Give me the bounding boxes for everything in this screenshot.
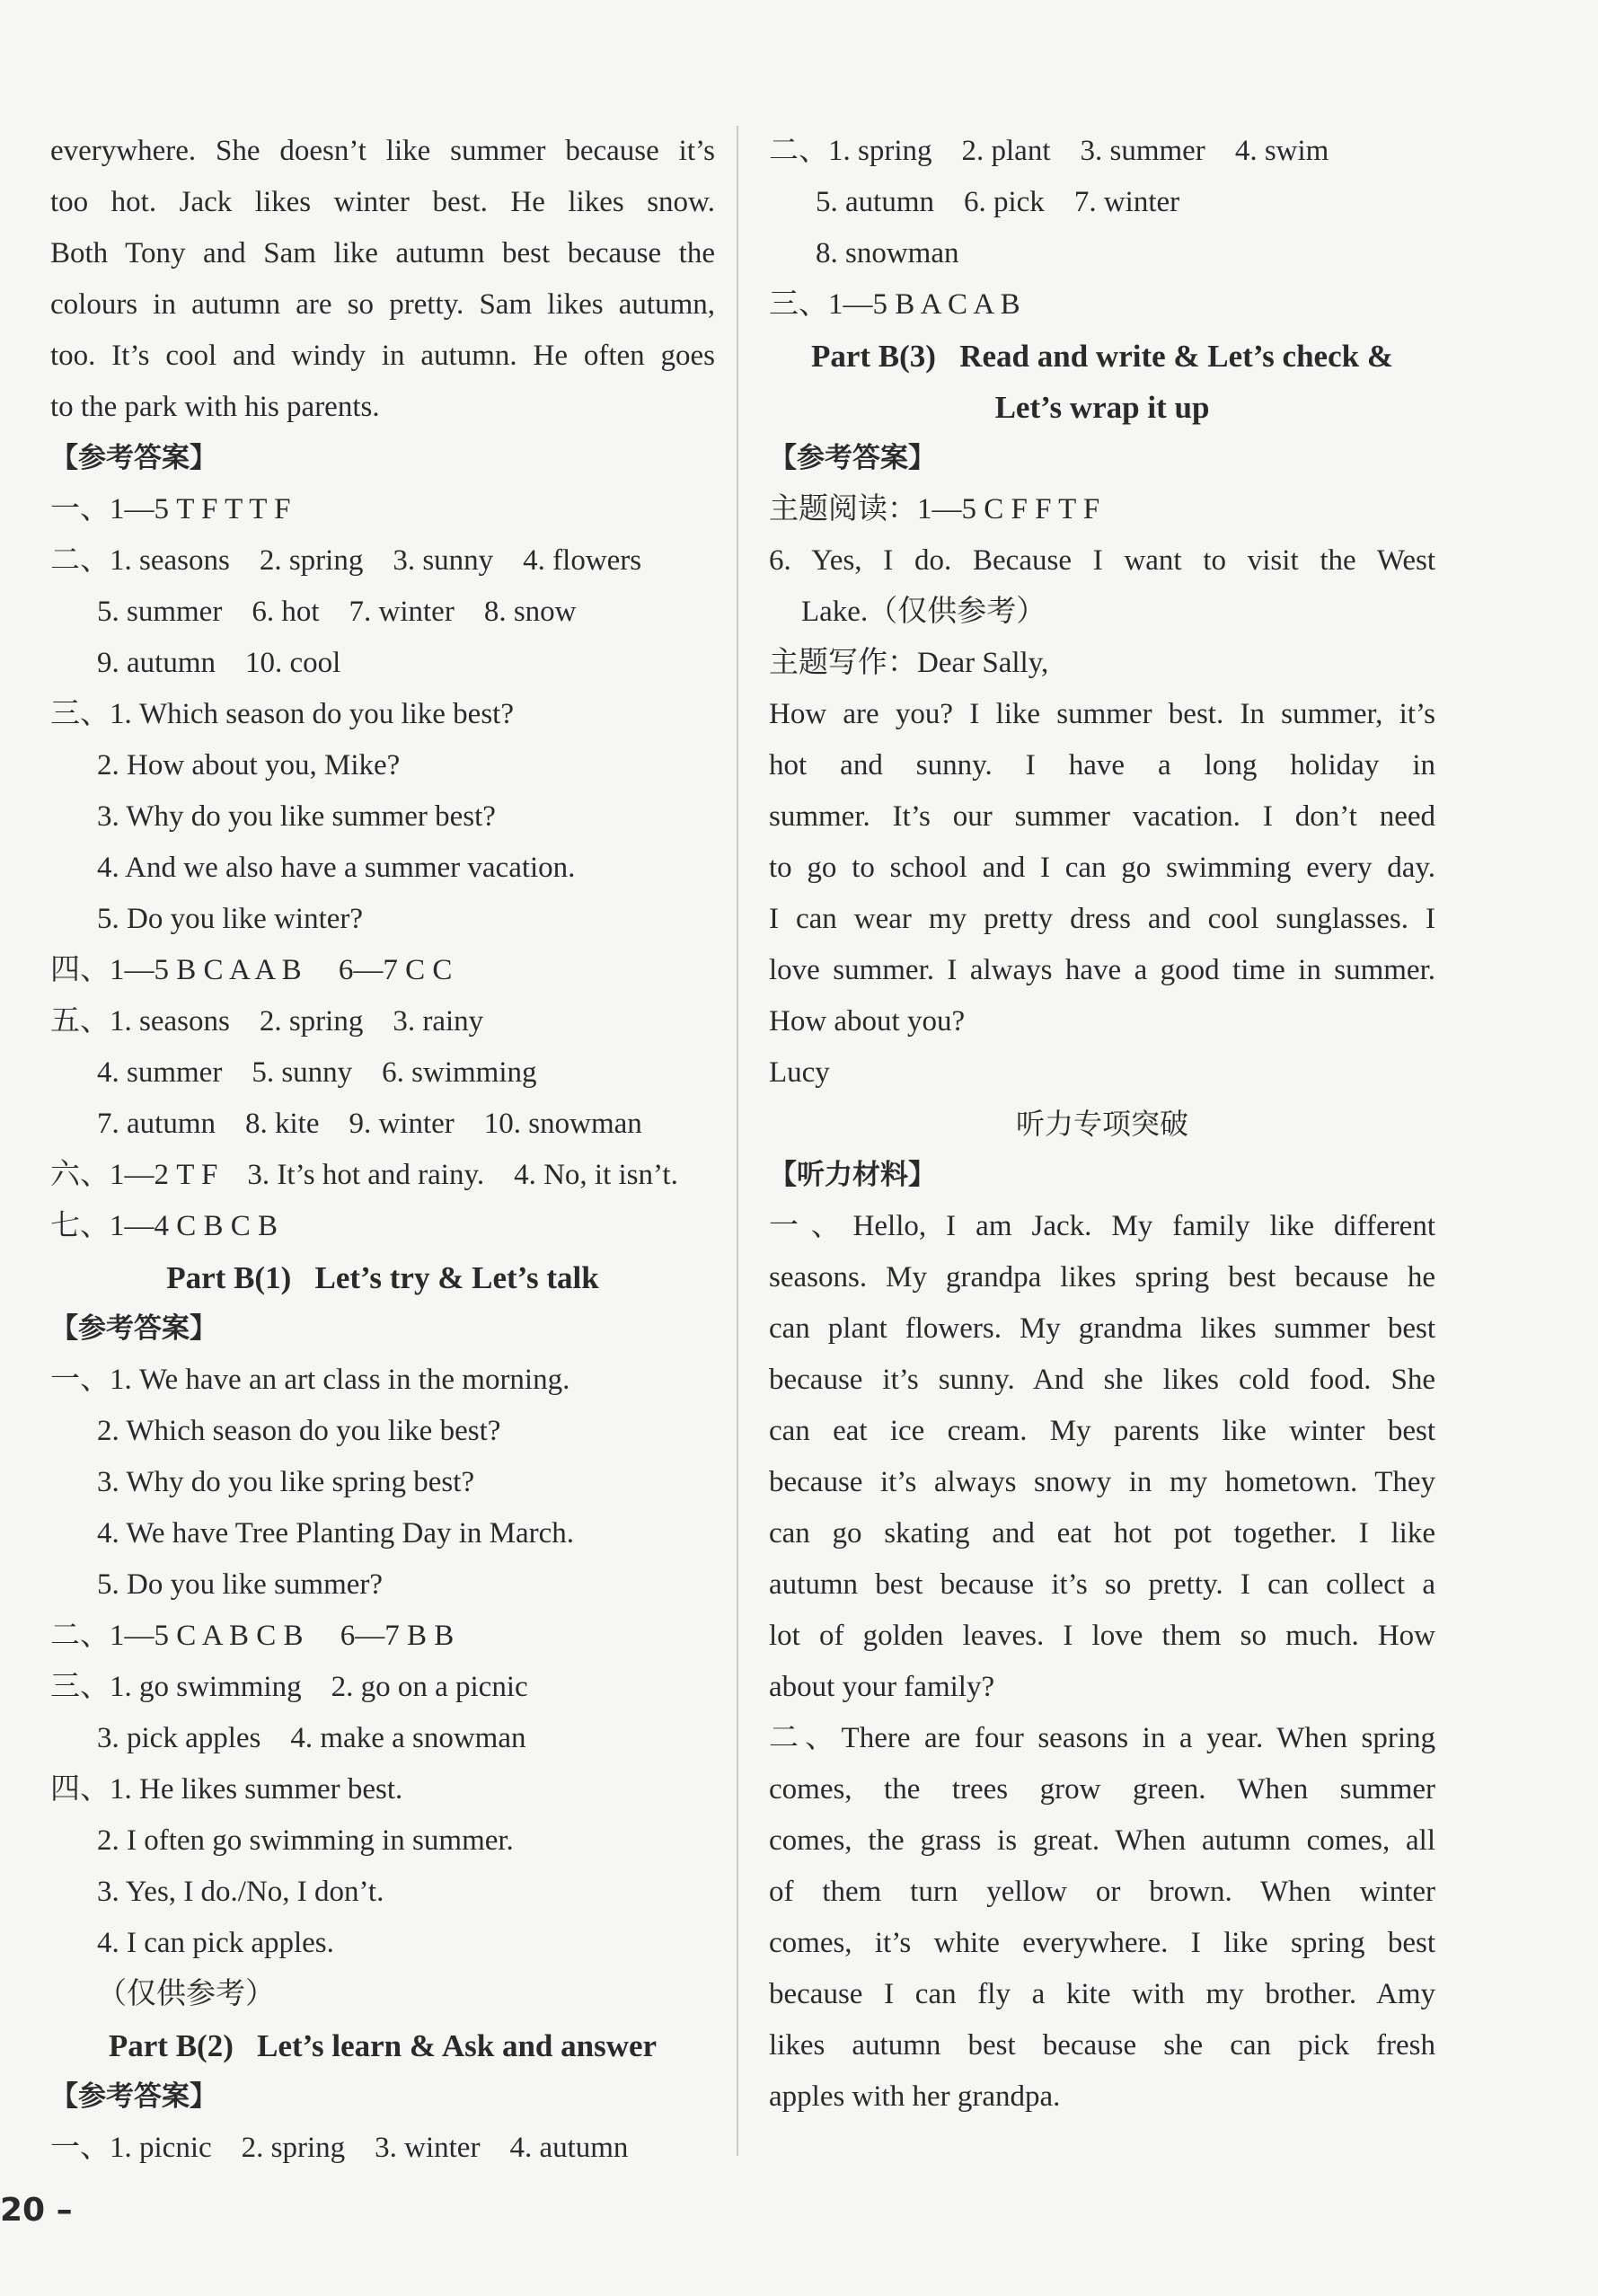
answer-item: 4. make a snowman — [290, 1722, 526, 1754]
answer-item: 4. swim — [1234, 135, 1329, 167]
column-divider — [737, 126, 738, 2156]
answer-line — [50, 1047, 715, 1099]
answer-item: 2. go on a picnic — [331, 1671, 528, 1703]
letter-line: to go to school and I can go swimming every day. — [769, 852, 1435, 884]
answer-line: 2. I often go swimming in summer. — [97, 1824, 514, 1857]
answer-line: 3. Yes, I do./No, I don’t. — [97, 1876, 384, 1908]
listening-line: about your family? — [769, 1671, 995, 1703]
answer-item: 7. autumn — [97, 1108, 216, 1140]
answer-line — [769, 126, 1435, 177]
answer-label: 【参考答案】 — [50, 1312, 217, 1345]
listening-line: comes, the trees grow green. When summer — [769, 1773, 1435, 1806]
answer-item: 2. spring — [259, 1005, 364, 1038]
listening-line: autumn best because it’s so pretty. I can collect a — [769, 1568, 1435, 1601]
answer-item: 五、1. seasons — [50, 1005, 230, 1038]
answer-line — [50, 535, 715, 587]
listening-line: comes, the grass is great. When autumn comes, all — [769, 1824, 1435, 1857]
answer-item: 六、1—2 T F — [50, 1159, 218, 1191]
listening-line: 一、Hello, I am Jack. My family like different — [769, 1210, 1435, 1242]
listening-line: seasons. My grandpa likes spring best because he — [769, 1261, 1435, 1294]
answer-line — [769, 177, 1435, 228]
answer-line — [50, 945, 715, 996]
answer-line — [50, 996, 715, 1047]
answer-item: 四、1—5 B C A A B — [50, 954, 302, 986]
listening-line: can plant flowers. My grandma likes summer best — [769, 1312, 1435, 1345]
answer-label: 【参考答案】 — [769, 442, 936, 474]
answer-item: 4. autumn — [509, 2132, 629, 2164]
answer-line: 4. I can pick apples. — [97, 1927, 334, 1959]
letter-signature: Lucy — [769, 1056, 830, 1089]
passage-line: everywhere. She doesn’t like summer because it’s — [50, 135, 715, 167]
answer-line: 2. Which season do you like best? — [97, 1415, 501, 1447]
letter-line: How about you? — [769, 1005, 966, 1038]
answer-line — [50, 587, 715, 638]
answer-item: 3. rainy — [393, 1005, 484, 1038]
listening-line: can eat ice cream. My parents like winter best — [769, 1415, 1435, 1447]
left-column — [50, 126, 715, 2174]
answer-item: 8. snow — [483, 596, 577, 628]
answer-item: 3. summer — [1080, 135, 1205, 167]
answer-item: 二、1—5 C A B C B — [50, 1620, 304, 1652]
answer-item: 10. cool — [244, 647, 341, 679]
listening-line: apples with her grandpa. — [769, 2080, 1061, 2113]
answer-line: 四、1. He likes summer best. — [50, 1773, 403, 1806]
answer-item: 6. pick — [963, 186, 1045, 218]
listening-line: because it’s sunny. And she likes cold food. She — [769, 1364, 1435, 1396]
letter-line: How are you? I like summer best. In summer, it’s — [769, 698, 1435, 730]
answer-item: 6. hot — [252, 596, 320, 628]
answer-item: 4. summer — [97, 1056, 223, 1089]
letter-line: hot and sunny. I have a long holiday in — [769, 749, 1435, 782]
page-number: 20 – — [0, 2192, 73, 2229]
answer-item: 2. plant — [961, 135, 1051, 167]
listening-heading: 听力专项突破 — [1015, 1107, 1188, 1141]
answer-line: 3. Why do you like spring best? — [97, 1466, 475, 1498]
answer-line: 三、1—5 B A C A B — [769, 288, 1020, 321]
answer-line — [50, 1713, 715, 1764]
passage-line: too. It’s cool and windy in autumn. He often goes — [50, 340, 715, 372]
answer-line: 8. snowman — [816, 237, 959, 269]
answer-item: 9. winter — [349, 1108, 455, 1140]
answer-line — [50, 1662, 715, 1713]
answer-label: 【参考答案】 — [50, 2080, 217, 2113]
answer-item: 5. sunny — [252, 1056, 353, 1089]
answer-line — [50, 1611, 715, 1662]
answer-line: 一、1—5 T F T T F — [50, 493, 291, 525]
listening-label: 【听力材料】 — [769, 1159, 936, 1191]
answer-line: 三、1. Which season do you like best? — [50, 698, 514, 730]
passage-line: colours in autumn are so pretty. Sam likes autumn, — [50, 288, 715, 321]
letter-line: summer. It’s our summer vacation. I don’t need — [769, 800, 1435, 833]
listening-line: because I can fly a kite with my brother. Amy — [769, 1978, 1435, 2010]
answer-line: （仅供参考） — [97, 1978, 275, 2010]
answer-line: 2. How about you, Mike? — [97, 749, 401, 782]
answer-item: 5. summer — [97, 596, 223, 628]
answer-item: 3. pick apples — [97, 1722, 261, 1754]
answer-line: 6. Yes, I do. Because I want to visit the West — [769, 544, 1435, 577]
answer-item: 一、1. picnic — [50, 2132, 212, 2164]
answer-item: 6. swimming — [382, 1056, 537, 1089]
answer-item: 3. winter — [375, 2132, 481, 2164]
answer-item: 2. spring — [259, 544, 364, 577]
section-heading: Part B(2) Let’s learn & Ask and answer — [108, 2028, 658, 2063]
answer-item: 7. winter — [349, 596, 455, 628]
answer-item: 10. snowman — [483, 1108, 642, 1140]
answer-item: 2. spring — [241, 2132, 346, 2164]
answer-line — [50, 2123, 715, 2174]
letter-line: love summer. I always have a good time in summer. — [769, 954, 1435, 986]
answer-item: 9. autumn — [97, 647, 216, 679]
answer-line — [50, 638, 715, 689]
answer-line: 5. Do you like summer? — [97, 1568, 384, 1601]
answer-item: 4. No, it isn’t. — [514, 1159, 678, 1191]
answer-line: 4. We have Tree Planting Day in March. — [97, 1517, 575, 1550]
answer-line: 3. Why do you like summer best? — [97, 800, 496, 833]
listening-line: likes autumn best because she can pick fresh — [769, 2029, 1435, 2062]
answer-item: 3. It’s hot and rainy. — [247, 1159, 485, 1191]
answer-item: 三、1. go swimming — [50, 1671, 302, 1703]
answer-line: 主题写作：Dear Sally, — [769, 647, 1049, 679]
listening-line: 二、There are four seasons in a year. When spring — [769, 1722, 1435, 1754]
answer-item: 二、1. spring — [769, 135, 932, 167]
listening-line: lot of golden leaves. I love them so much. How — [769, 1620, 1435, 1652]
section-heading-cont: Let’s wrap it up — [994, 390, 1210, 425]
section-heading: Part B(1) Let’s try & Let’s talk — [166, 1260, 599, 1295]
listening-line: because it’s always snowy in my hometown. They — [769, 1466, 1435, 1498]
section-heading: Part B(3) Read and write & Let’s check & — [810, 339, 1393, 374]
answer-item: 7. winter — [1073, 186, 1180, 218]
passage-line: too hot. Jack likes winter best. He likes snow. — [50, 186, 715, 218]
listening-line: can go skating and eat hot pot together. I like — [769, 1517, 1435, 1550]
answer-line: 4. And we also have a summer vacation. — [97, 852, 576, 884]
answer-line: 七、1—4 C B C B — [50, 1210, 278, 1242]
answer-label: 【参考答案】 — [50, 442, 217, 474]
answer-item: 8. kite — [244, 1108, 320, 1140]
listening-line: comes, it’s white everywhere. I like spring best — [769, 1927, 1435, 1959]
letter-line: I can wear my pretty dress and cool sunglasses. I — [769, 903, 1435, 935]
right-column — [769, 126, 1435, 2123]
answer-item: 6—7 C C — [338, 954, 453, 986]
listening-line: of them turn yellow or brown. When winter — [769, 1876, 1435, 1908]
answer-item: 二、1. seasons — [50, 544, 230, 577]
answer-line: 主题阅读：1—5 C F F T F — [769, 493, 1100, 525]
answer-item: 5. autumn — [816, 186, 934, 218]
answer-line: 5. Do you like winter? — [97, 903, 364, 935]
passage-line: to the park with his parents. — [50, 391, 380, 423]
answer-item: 3. sunny — [393, 544, 494, 577]
answer-line: Lake.（仅供参考） — [801, 596, 1046, 628]
answer-line — [50, 1099, 715, 1150]
answer-line — [50, 1150, 715, 1201]
passage-line: Both Tony and Sam like autumn best because the — [50, 237, 715, 269]
answer-item: 4. flowers — [523, 544, 642, 577]
answer-line: 一、1. We have an art class in the morning. — [50, 1364, 570, 1396]
answer-item: 6—7 B B — [340, 1620, 455, 1652]
